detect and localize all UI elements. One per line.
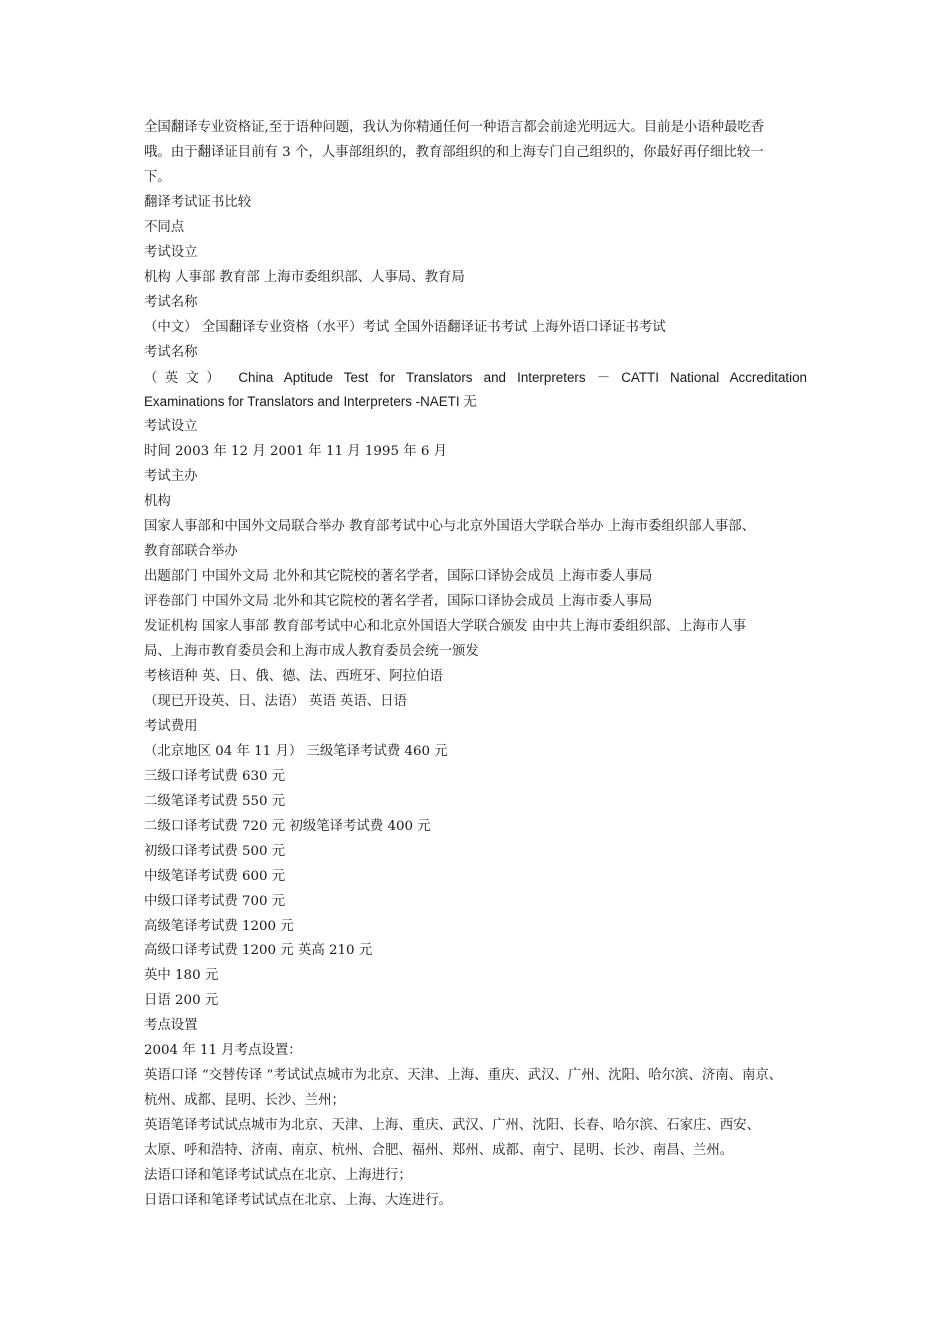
paragraph-intro-line-1: 全国翻译专业资格证,至于语种问题，我认为你精通任何一种语言都会前途光明远大。目前是小语种最吃香 bbox=[144, 120, 765, 135]
exam-sites-heading: 2004 年 11 月考点设置： bbox=[144, 1043, 302, 1059]
fee-item: 三级口译考试费 630 元 bbox=[144, 768, 286, 784]
row-value-exam-name-english-line-1: （英文） China Aptitude Test for Translators and Interpreters － CATTI National Accreditation bbox=[144, 369, 807, 385]
exam-sites-english-interp-line-1: 英语口译 “交替传译 ”考试试点城市为北京、天津、上海、重庆、武汉、广州、沈阳、哈尔滨、济南、南京、 bbox=[144, 1068, 783, 1084]
row-label-exam-setup-2: 考试设立 bbox=[144, 419, 198, 435]
fee-item: 中级口译考试费 700 元 bbox=[144, 893, 286, 909]
row-label-exam-name-2: 考试名称 bbox=[144, 344, 198, 360]
exam-sites-english-trans-line-2: 太原、呼和浩特、济南、南京、杭州、合肥、福州、郑州、成都、南宁、昆明、长沙、南昌、兰州。 bbox=[144, 1143, 734, 1159]
row-label-fees: 考试费用 bbox=[144, 718, 198, 734]
fee-item: （北京地区 04 年 11 月） 三级笔译考试费 460 元 bbox=[144, 743, 448, 759]
row-label-exam-sites: 考点设置 bbox=[144, 1018, 198, 1034]
row-value-cert-issuer-line-2: 局、上海市教育委员会和上海市成人教育委员会统一颁发 bbox=[144, 644, 479, 660]
paragraph-intro-line-2: 哦。由于翻译证目前有 3 个，人事部组织的，教育部组织的和上海专门自己组织的，你最好再仔细比较一 bbox=[144, 144, 764, 160]
fee-item: 日语 200 元 bbox=[144, 993, 219, 1009]
row-value-setup-time: 时间 2003 年 12 月 2001 年 11 月 1995 年 6 月 bbox=[144, 444, 448, 460]
row-label-exam-name: 考试名称 bbox=[144, 294, 198, 310]
row-value-cert-issuer-line-1: 发证机构 国家人事部 教育部考试中心和北京外国语大学联合颁发 由中共上海市委组织部、上海市人事 bbox=[144, 619, 746, 635]
row-label-exam-setup: 考试设立 bbox=[144, 244, 198, 260]
row-value-languages-open: （现已开设英、日、法语） 英语 英语、日语 bbox=[144, 693, 407, 709]
row-value-host-line-1: 国家人事部和中国外文局联合举办 教育部考试中心与北京外国语大学联合举办 上海市委组织部人事部、 bbox=[144, 519, 756, 535]
row-value-organizer: 机构 人事部 教育部 上海市委组织部、人事局、教育局 bbox=[144, 269, 465, 285]
fee-item: 二级口译考试费 720 元 初级笔译考试费 400 元 bbox=[144, 818, 431, 834]
section-subtitle: 不同点 bbox=[144, 219, 185, 235]
row-value-host-line-2: 教育部联合举办 bbox=[144, 544, 238, 560]
row-value-languages: 考核语种 英、日、俄、德、法、西班牙、阿拉伯语 bbox=[144, 668, 443, 684]
row-value-question-dept: 出题部门 中国外文局 北外和其它院校的著名学者，国际口译协会成员 上海市委人事局 bbox=[144, 569, 653, 585]
exam-sites-english-trans-line-1: 英语笔译考试试点城市为北京、天津、上海、重庆、武汉、广州、沈阳、长春、哈尔滨、石家庄、西安、 bbox=[144, 1118, 760, 1134]
fee-item: 初级口译考试费 500 元 bbox=[144, 843, 286, 859]
fee-item: 高级口译考试费 1200 元 英高 210 元 bbox=[144, 943, 373, 959]
fee-item: 英中 180 元 bbox=[144, 968, 219, 984]
fee-item: 高级笔译考试费 1200 元 bbox=[144, 918, 294, 934]
row-label-host: 考试主办 bbox=[144, 469, 198, 485]
row-value-exam-name-english-line-2: Examinations for Translators and Interpreters -NAETI 无 bbox=[144, 394, 477, 410]
exam-sites-japanese: 日语口译和笔译考试试点在北京、上海、大连进行。 bbox=[144, 1192, 452, 1208]
row-value-exam-name-chinese: （中文） 全国翻译专业资格（水平）考试 全国外语翻译证书考试 上海外语口译证书考试 bbox=[144, 319, 666, 335]
paragraph-intro-line-3: 下。 bbox=[144, 169, 171, 185]
row-label-host-2: 机构 bbox=[144, 494, 171, 510]
fee-item: 中级笔译考试费 600 元 bbox=[144, 868, 286, 884]
exam-sites-french: 法语口译和笔译考试试点在北京、上海进行； bbox=[144, 1168, 412, 1184]
document-body bbox=[144, 116, 807, 1214]
section-title: 翻译考试证书比较 bbox=[144, 194, 252, 210]
fee-item: 二级笔译考试费 550 元 bbox=[144, 793, 286, 809]
exam-sites-english-interp-line-2: 杭州、成都、昆明、长沙、兰州； bbox=[144, 1093, 345, 1109]
row-value-grading-dept: 评卷部门 中国外文局 北外和其它院校的著名学者，国际口译协会成员 上海市委人事局 bbox=[144, 594, 653, 610]
